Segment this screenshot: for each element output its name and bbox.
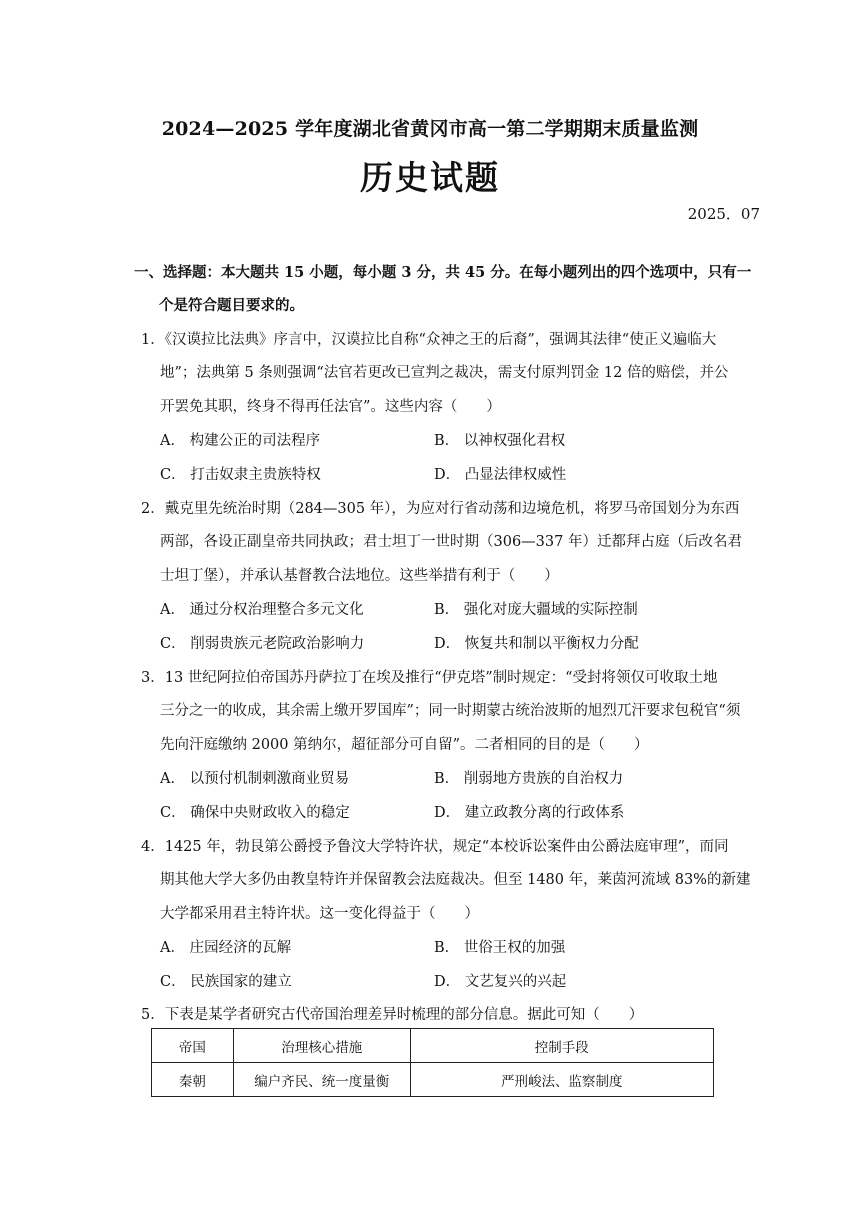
question-2-option-c[interactable]: C． 削弱贵族元老院政治影响力: [160, 636, 365, 652]
question-2-line-2: 两部，各设正副皇帝共同执政；君士坦丁一世时期（306—337 年）迁都拜占庭（后改名君: [160, 534, 742, 550]
question-4-option-a[interactable]: A． 庄园经济的瓦解: [160, 940, 292, 956]
question-3-option-a[interactable]: A． 以预付机制刺激商业贸易: [160, 771, 350, 787]
question-3-line-1: 3．13 世纪阿拉伯帝国苏丹萨拉丁在埃及推行“伊克塔”制时规定：“受封将领仅可收取土地: [141, 670, 718, 686]
question-3-option-d[interactable]: D． 建立政教分离的行政体系: [434, 805, 625, 821]
question-1-option-c[interactable]: C． 打击奴隶主贵族特权: [160, 467, 321, 483]
section-heading-line1: 一、选择题：本大题共 15 小题，每小题 3 分，共 45 分。在每小题列出的四个选项中，只有一: [134, 264, 752, 281]
question-4-option-b[interactable]: B． 世俗王权的加强: [434, 940, 566, 956]
table-header-row: [152, 1029, 714, 1063]
table-header-cell: 帝国: [152, 1029, 234, 1063]
question-4-option-d[interactable]: D． 文艺复兴的兴起: [434, 974, 567, 990]
question-4-line-2: 期其他大学大多仍由教皇特许并保留教会法庭裁决。但至 1480 年，莱茵河流域 83%的新建: [160, 872, 751, 888]
question-5-line-1: 5．下表是某学者研究古代帝国治理差异时梳理的部分信息。据此可知（ ）: [141, 1007, 644, 1023]
section-heading-line2: 个是符合题目要求的。: [159, 297, 304, 314]
table-cell: 编户齐民、统一度量衡: [233, 1063, 410, 1097]
table-header-cell: 治理核心措施: [233, 1029, 410, 1063]
table-cell: 秦朝: [152, 1063, 234, 1097]
table-row: [152, 1063, 714, 1097]
question-3-line-3: 先向汗庭缴纳 2000 第纳尔，超征部分可自留”。二者相同的目的是（ ）: [160, 737, 649, 753]
question-2-option-a[interactable]: A． 通过分权治理整合多元文化: [160, 602, 364, 618]
exam-title: 2024—2025 学年度湖北省黄冈市高一第二学期期末质量监测: [161, 118, 699, 140]
question-1-line-3: 开罢免其职，终身不得再任法官”。这些内容（ ）: [160, 399, 501, 415]
question-4-option-c[interactable]: C． 民族国家的建立: [160, 974, 292, 990]
table-header-cell: 控制手段: [410, 1029, 713, 1063]
question-3-line-2: 三分之一的收成，其余需上缴开罗国库”；同一时期蒙古统治波斯的旭烈兀汗要求包税官“须: [160, 703, 741, 719]
question-1-line-2: 地”；法典第 5 条则强调“法官若更改已宣判之裁决，需支付原判罚金 12 倍的赔偿，并公: [160, 365, 729, 381]
question-1-option-a[interactable]: A． 构建公正的司法程序: [160, 433, 321, 449]
question-3-option-b[interactable]: B． 削弱地方贵族的自治权力: [434, 771, 624, 787]
question-1-option-b[interactable]: B． 以神权强化君权: [434, 433, 566, 449]
question-1-option-d[interactable]: D． 凸显法律权威性: [434, 467, 567, 483]
question-1-line-1: 1．《汉谟拉比法典》序言中，汉谟拉比自称“众神之王的后裔”，强调其法律“使正义遍临大: [141, 332, 717, 348]
question-4-line-3: 大学都采用君主特许状。这一变化得益于（ ）: [160, 906, 479, 922]
question-2-line-1: 2．戴克里先统治时期（284—305 年），为应对行省动荡和边境危机，将罗马帝国划分为东西: [141, 501, 740, 517]
question-2-option-b[interactable]: B． 强化对庞大疆域的实际控制: [434, 602, 638, 618]
question-3-option-c[interactable]: C． 确保中央财政收入的稳定: [160, 805, 350, 821]
empire-governance-table: [151, 1028, 714, 1097]
question-2-option-d[interactable]: D． 恢复共和制以平衡权力分配: [434, 636, 639, 652]
subject-title: 历史试题: [360, 158, 500, 197]
table-cell: 严刑峻法、监察制度: [410, 1063, 713, 1097]
question-2-line-3: 士坦丁堡），并承认基督教合法地位。这些举措有利于（ ）: [160, 568, 559, 584]
question-4-line-1: 4．1425 年，勃艮第公爵授予鲁汶大学特许状，规定“本校诉讼案件由公爵法庭审理”，而同: [141, 839, 729, 855]
exam-date: 2025．07: [687, 205, 760, 223]
